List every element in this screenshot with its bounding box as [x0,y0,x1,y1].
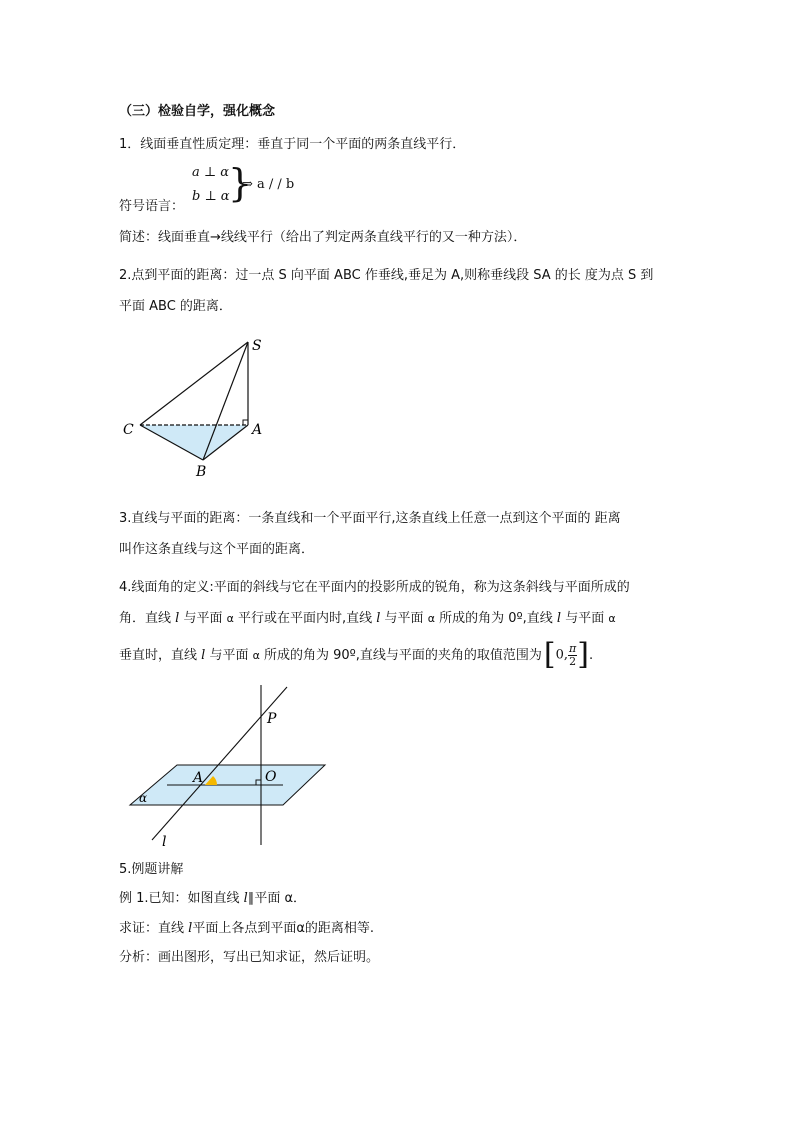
example-analysis: 分析：画出图形，写出已知求证，然后证明。 [119,950,380,965]
angle-range-interval [543,637,589,672]
symbol-formula [190,163,300,209]
label-a: A [193,770,204,786]
point-plane-distance-line1: 2.点到平面的距离：过一点 S 向平面 ABC 作垂线,垂足为 A,则称垂线段 SA 的长 度为点 S 到 [119,268,654,283]
interval-zero: 0, [555,647,569,663]
formula-brace: } [228,161,253,205]
var-l: l [376,611,381,626]
line-plane-angle-line2 [119,610,616,628]
bracket-left: [ [543,637,556,672]
line-plane-distance-line1: 3.直线与平面的距离：一条直线和一个平面平行,这条直线上任意一点到这个平面的 距离 [119,511,621,526]
formula-line-a: a ⊥ α [192,165,230,180]
symbol-language-label: 符号语言： [119,199,185,214]
var-alpha: α [226,612,234,625]
bracket-right: ] [577,637,589,672]
text-span: 所成的角为 90º,直线与平面的夹角的取值范围为 [259,647,542,663]
fraction-denominator: 2 [569,654,577,668]
label-s: S [252,338,262,354]
text-span: 例 1.已知：如图直线 [119,891,244,906]
formula-line-b: b ⊥ α [192,189,230,204]
label-o: O [265,769,277,785]
example-given [119,890,306,908]
fraction-numerator: π [569,641,577,655]
var-l: l [175,611,180,626]
point-plane-distance-line2: 平面 ABC 的距离． [119,299,232,314]
var-l: l [201,647,206,663]
var-l: l [556,611,562,626]
label-b: B [196,464,207,480]
var-l: l [243,891,248,906]
line-plane-angle-figure [125,685,335,850]
text-span: ∥平面 α． [247,891,307,906]
text-span: 所成的角为 0º,直线 [434,611,557,626]
section-title: （三）检验自学，强化概念 [119,104,276,119]
right-angle-mark [243,420,248,425]
label-p: P [267,711,277,727]
formula-result: ⇒ a / / b [242,177,295,192]
text-span: 求证：直线 [119,921,189,936]
text-span: 垂直时，直线 [119,647,202,663]
slant-line-l [152,687,287,840]
var-alpha: α [252,648,260,662]
theorem-summary: 简述：线面垂直→线线平行（给出了判定两条直线平行的又一种方法）． [119,230,527,245]
label-a: A [252,422,263,438]
text-span: . [589,647,594,663]
pyramid-figure [115,330,275,480]
line-plane-distance-line2: 叫作这条直线与这个平面的距离． [119,542,315,557]
var-alpha: α [427,612,435,625]
label-c: C [123,422,134,438]
text-span: 与平面 [179,611,227,626]
text-span: 角．直线 [119,611,176,626]
theorem-statement: 1．线面垂直性质定理：垂直于同一个平面的两条直线平行． [119,137,466,152]
example-prove [119,920,374,938]
text-span: 平行或在平面内时,直线 [233,611,377,626]
var-l: l [188,921,193,936]
text-span: 与平面 [205,647,253,663]
label-l: l [162,834,167,850]
text-span: 与平面 [561,611,609,626]
example-heading: 5.例题讲解 [119,862,184,877]
fraction-pi-over-2 [568,643,577,668]
text-span: 与平面 [380,611,428,626]
label-alpha: α [139,791,148,805]
text-span: 平面上各点到平面α的距离相等. [192,921,375,936]
var-alpha: α [608,612,616,625]
line-plane-angle-line1: 4.线面角的定义:平面的斜线与它在平面内的投影所成的锐角，称为这条斜线与平面所成的 [119,580,630,595]
line-plane-angle-line3 [119,637,594,672]
